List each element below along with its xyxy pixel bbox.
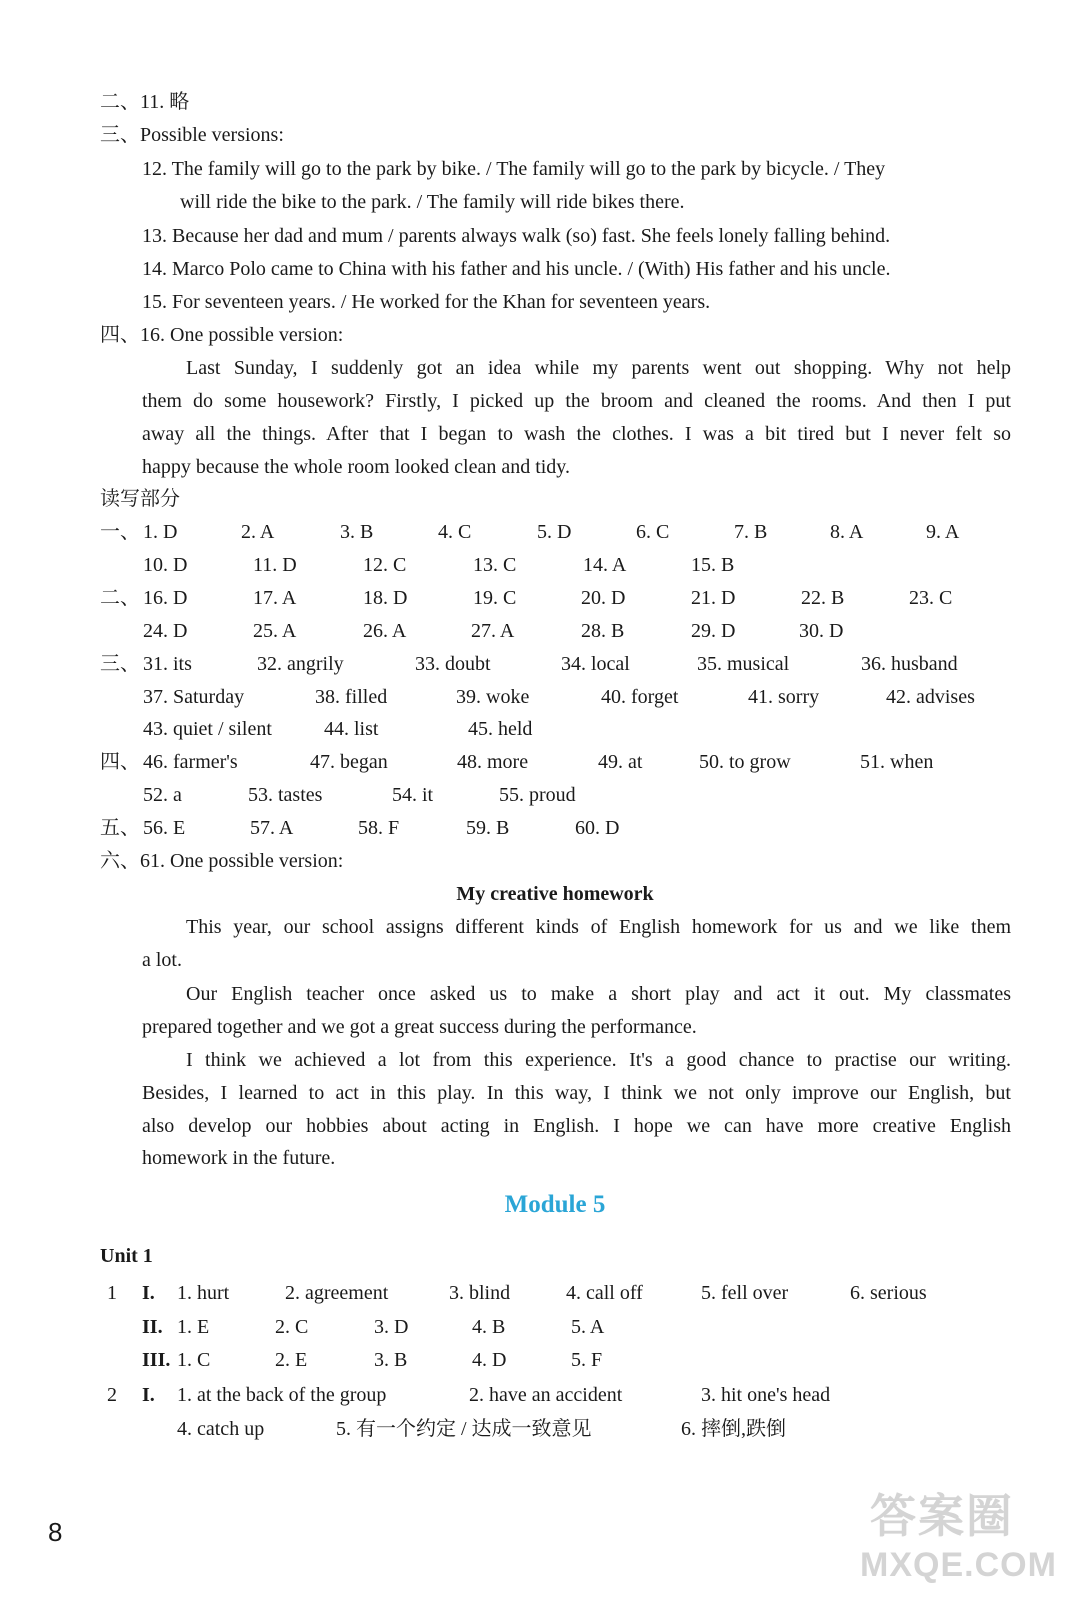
answer-item: 60. D [575,817,620,839]
answer-item: 41. sorry [748,686,820,708]
section-3-heading: 三、Possible versions: [100,124,284,146]
answer-item: 2. C [275,1316,309,1338]
answer-item: 14. A [583,554,627,576]
answer-item: 33. doubt [415,653,491,675]
section-6-item-61: 六、61. One possible version: [100,850,344,872]
answer-item: 49. at [598,751,643,773]
roman-numeral: III. [142,1349,171,1371]
answer-item: 54. it [392,784,434,806]
answer-item: 2. have an accident [469,1384,623,1406]
answer-item: 44. list [324,718,379,740]
answer-item: 6. C [636,521,670,543]
essay-1-line: them do some housework? Firstly, I picked up the broom and cleaned the rooms. And then I put [142,390,1011,412]
answer-item: 48. more [457,751,529,773]
answer-item: 5. D [537,521,572,543]
answer-item: 35. musical [697,653,790,675]
answer-item: 25. A [253,620,297,642]
answer-row [143,619,843,643]
essay-2-line: also develop our hobbies about acting in English. I hope we can have more creative English [142,1115,1011,1137]
answer-row [100,586,952,610]
answer-row [143,783,576,807]
answer-item: 20. D [581,587,626,609]
answer-row [100,652,958,676]
row-prefix: 五、 [100,817,140,839]
answer-item: 29. D [691,620,736,642]
answer-item: 1. C [177,1349,211,1371]
answer-item: 2. A [241,521,275,543]
row-prefix: 四、 [100,751,140,773]
answer-item: 4. D [472,1349,507,1371]
answer-row [100,750,933,774]
answer-item: 52. a [143,784,182,806]
answer-item: 12. C [363,554,407,576]
watermark-url: MXQE.COM [860,1546,1057,1584]
answer-item: 59. B [466,817,510,839]
answer-item: 28. B [581,620,625,642]
module-title: Module 5 [504,1191,606,1218]
answer-item: 4. C [438,521,472,543]
row-prefix: 一、 [100,521,140,543]
answer-item: 6. serious [850,1282,927,1304]
answer-item: 53. tastes [248,784,323,806]
answer-item: 17. A [253,587,297,609]
answer-item: 13. C [473,554,517,576]
answer-item: 19. C [473,587,517,609]
answer-item: 1. D [143,521,178,543]
essay-2-line: I think we achieved a lot from this experience. It's a good chance to practise our writing. [186,1049,1011,1071]
section-2-item-11: 二、11. 略 [100,91,190,113]
answer-item: 1. hurt [177,1282,230,1304]
answer-item: 8. A [830,521,864,543]
answer-item: 55. proud [499,784,576,806]
answer-item: 4. B [472,1316,506,1338]
question-number: 2 [107,1384,117,1406]
roman-numeral: I. [142,1384,155,1406]
answer-item: 42. advises [886,686,975,708]
answer-item: 24. D [143,620,188,642]
row-prefix: 二、 [100,587,140,609]
answer-item: 32. angrily [257,653,344,675]
answer-row [100,520,959,544]
essay-2-line: a lot. [142,949,182,971]
essay-2-line: Our English teacher once asked us to make a short play and act it out. My classmates [186,983,1011,1005]
answer-item: 5. A [571,1316,605,1338]
answer-item: 3. blind [449,1282,511,1304]
answer-item: 21. D [691,587,736,609]
answer-item: 5. F [571,1349,603,1371]
answer-item: 26. A [363,620,407,642]
answer-item: 37. Saturday [143,686,245,708]
unit-title: Unit 1 [100,1245,153,1267]
answer-item: 3. B [374,1349,408,1371]
answer-item: 38. filled [315,686,388,708]
answer-item: 23. C [909,587,953,609]
answer-item: 56. E [143,817,186,839]
essay-2-line: This year, our school assigns different kinds of English homework for us and we like them [186,916,1011,938]
answer-item: 46. farmer's [143,751,238,773]
answer-item: 7. B [734,521,768,543]
answer-item: 3. D [374,1316,409,1338]
answer-item: 2. agreement [285,1282,389,1304]
roman-numeral: II. [142,1316,163,1338]
answer-item: 6. 摔倒,跌倒 [681,1418,786,1440]
answer-item: 4. call off [566,1282,643,1304]
answer-item: 10. D [143,554,188,576]
answer-12-line-2: will ride the bike to the park. / The family will ride bikes there. [180,191,685,213]
answer-item: 51. when [860,751,934,773]
page-number: 8 [48,1517,63,1547]
answer-item: 11. D [253,554,297,576]
answer-item: 58. F [358,817,400,839]
answer-item: 57. A [250,817,294,839]
answer-item: 4. catch up [177,1418,265,1440]
answer-item: 47. began [310,751,388,773]
unit-answer-row [107,1348,602,1372]
answer-item: 16. D [143,587,188,609]
answer-item: 27. A [471,620,515,642]
section-4-item-16: 四、16. One possible version: [100,324,344,346]
answer-row [143,717,532,741]
answer-item: 39. woke [456,686,530,708]
answer-12-line-1: 12. The family will go to the park by bike. / The family will go to the park by bicycle. / They [142,158,886,180]
answer-item: 5. fell over [701,1282,789,1304]
answer-item: 9. A [926,521,960,543]
answer-item: 15. B [691,554,735,576]
row-prefix: 三、 [100,653,140,675]
essay-1-line: happy because the whole room looked clean and tidy. [142,456,571,478]
unit-answer-row [177,1417,786,1441]
essay-2-title: My creative homework [456,883,654,905]
answer-item: 36. husband [861,653,958,675]
answer-item: 3. hit one's head [701,1384,831,1406]
answer-item: 34. local [561,653,630,675]
answer-14: 14. Marco Polo came to China with his father and his uncle. / (With) His father and his uncle. [142,258,891,280]
answer-row [143,553,734,577]
answer-15: 15. For seventeen years. / He worked for the Khan for seventeen years. [142,291,711,313]
watermark-text: 答案圈 [870,1490,1014,1542]
answer-item: 2. E [275,1349,308,1371]
answer-item: 1. E [177,1316,210,1338]
roman-numeral: I. [142,1282,155,1304]
answer-item: 3. B [340,521,374,543]
essay-1-line: Last Sunday, I suddenly got an idea while my parents went out shopping. Why not help [186,357,1011,379]
reading-writing-heading: 读写部分 [100,488,180,510]
answer-item: 5. 有一个约定 / 达成一致意见 [336,1418,592,1440]
answer-13: 13. Because her dad and mum / parents always walk (so) fast. She feels lonely falling behind. [142,225,891,247]
unit-answer-row [107,1315,604,1339]
essay-2-line: Besides, I learned to act in this play. In this way, I think we not only improve our English, but [142,1082,1011,1104]
answer-item: 40. forget [601,686,679,708]
essay-2-line: homework in the future. [142,1147,336,1169]
unit-answer-row [107,1383,830,1407]
answer-item: 30. D [799,620,844,642]
answer-item: 31. its [143,653,192,675]
answer-item: 45. held [468,718,533,740]
answer-item: 50. to grow [699,751,791,773]
question-number: 1 [107,1282,117,1304]
answer-item: 22. B [801,587,845,609]
answer-item: 43. quiet / silent [143,718,272,740]
answer-row [143,685,975,709]
essay-2-line: prepared together and we got a great success during the performance. [142,1016,697,1038]
essay-1-line: away all the things. After that I began to wash the clothes. I was a bit tired but I never felt so [142,423,1011,445]
answer-item: 18. D [363,587,408,609]
answer-row [100,816,619,840]
unit-answer-row [107,1281,927,1305]
answer-item: 1. at the back of the group [177,1384,387,1406]
